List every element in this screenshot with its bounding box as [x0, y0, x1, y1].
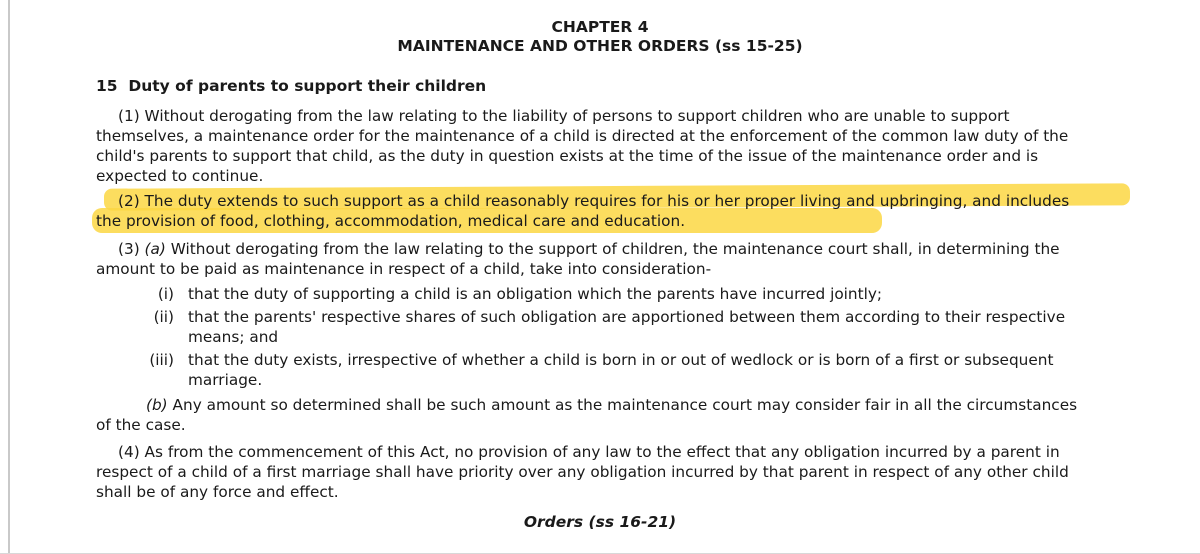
- item-ii-line-2: means; and: [188, 328, 279, 346]
- subsection-4-line-3: shall be of any force and effect.: [96, 483, 339, 501]
- page-left-border: [8, 0, 10, 554]
- subsection-1-line-3: child's parents to support that child, as the duty in question exists at the time of the issue of the maintenance order and is: [96, 147, 1039, 165]
- subsection-1-line-1: (1) Without derogating from the law relating to the liability of persons to support children who are unable to support: [118, 107, 1010, 125]
- section-title: Duty of parents to support their children: [128, 77, 487, 95]
- paragraph-b: [146, 395, 1077, 415]
- subsection-3-intro-line-2: amount to be paid as maintenance in respect of a child, take into consideration-: [96, 260, 712, 278]
- subsection-3-number: (3): [118, 240, 140, 258]
- subsection-4-line-1: (4) As from the commencement of this Act, no provision of any law to the effect that any obligation incurred by a parent in: [118, 443, 1060, 461]
- item-iii-line-1: that the duty exists, irrespective of whether a child is born in or out of wedlock or is born of a first or subsequent: [188, 351, 1054, 369]
- chapter-header: [0, 18, 1200, 56]
- subsection-1-line-2: themselves, a maintenance order for the maintenance of a child is directed at the enforcement of the common law duty of the: [96, 127, 1069, 145]
- item-ii-line-1: that the parents' respective shares of such obligation are apportioned between them according to their respective: [188, 308, 1066, 326]
- paragraph-b-line-2: of the case.: [96, 416, 186, 434]
- item-ii-number: (ii): [153, 308, 174, 326]
- item-iii-number: (iii): [149, 351, 174, 369]
- item-iii-line-2: marriage.: [188, 371, 263, 389]
- subsection-3-intro: [118, 239, 1060, 259]
- subsection-1-line-4: expected to continue.: [96, 167, 264, 185]
- paragraph-a-label: (a): [144, 240, 166, 258]
- chapter-subtitle: MAINTENANCE AND OTHER ORDERS (ss 15-25): [397, 37, 803, 55]
- section-heading: [96, 77, 486, 95]
- chapter-title: CHAPTER 4: [551, 18, 649, 36]
- paragraph-b-label: (b): [146, 396, 168, 414]
- next-heading: Orders (ss 16-21): [523, 513, 677, 531]
- section-number: 15: [96, 77, 118, 95]
- paragraph-b-text: Any amount so determined shall be such amount as the maintenance court may consider fair in all the circumstances: [172, 396, 1078, 414]
- subsection-3-intro-text: Without derogating from the law relating to the support of children, the maintenance court shall, in determining the: [170, 240, 1060, 258]
- subsection-4-line-2: respect of a child of a first marriage shall have priority over any obligation incurred by that parent in respect of any other child: [96, 463, 1069, 481]
- subsection-2-line-2: the provision of food, clothing, accommodation, medical care and education.: [96, 212, 686, 230]
- item-i-number: (i): [157, 285, 174, 303]
- subsection-2-line-1: (2) The duty extends to such support as a child reasonably requires for his or her proper living and upbringing, and includes: [118, 192, 1070, 210]
- item-i-line-1: that the duty of supporting a child is an obligation which the parents have incurred jointly;: [188, 285, 883, 303]
